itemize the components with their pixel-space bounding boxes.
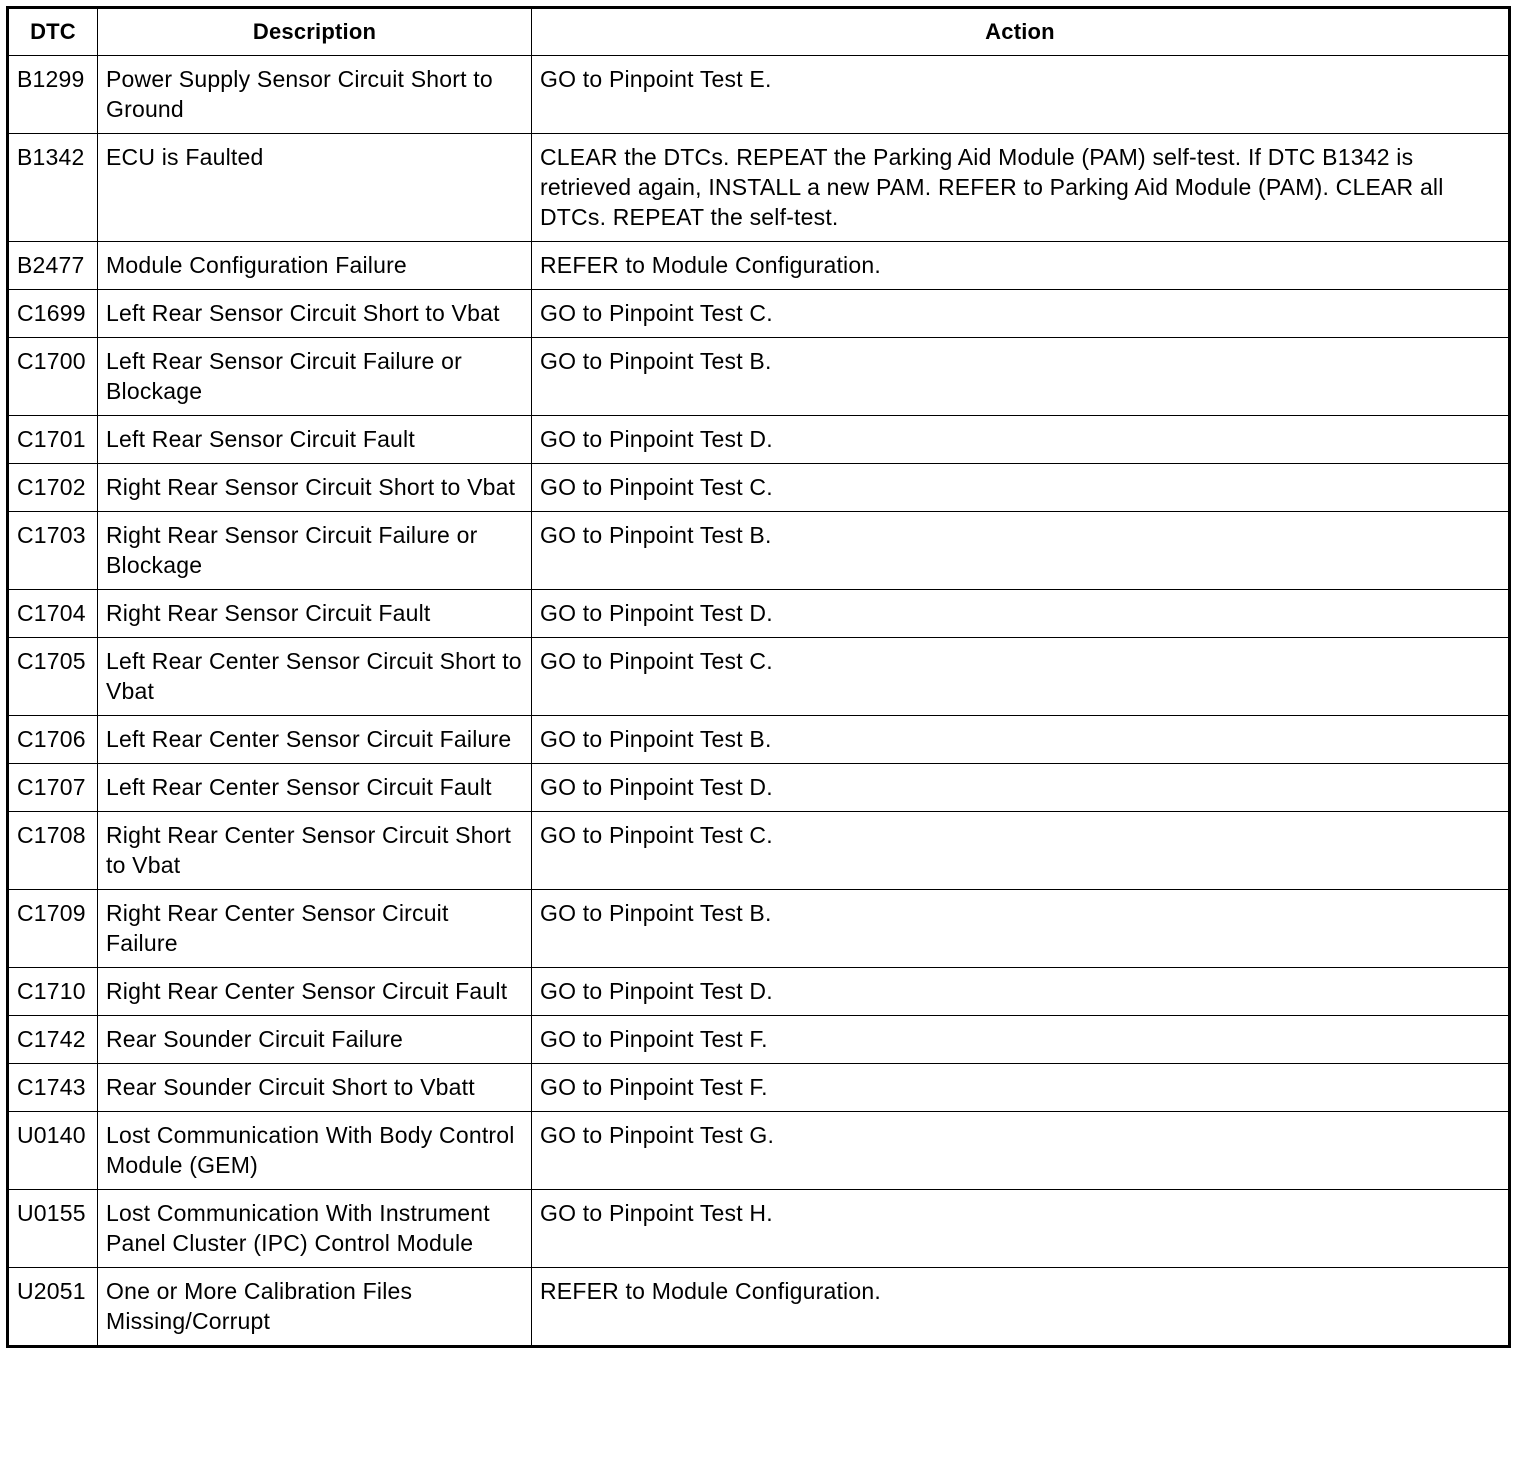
action-cell: GO to Pinpoint Test F. [532,1064,1510,1112]
action-cell: GO to Pinpoint Test G. [532,1112,1510,1190]
table-header [8,8,1510,56]
dtc-code-cell: C1743 [8,1064,98,1112]
dtc-code-cell: B2477 [8,242,98,290]
table-row [8,764,1510,812]
dtc-code-cell: C1705 [8,638,98,716]
dtc-code-cell: C1700 [8,338,98,416]
table-row [8,338,1510,416]
action-cell: GO to Pinpoint Test C. [532,812,1510,890]
table-row [8,242,1510,290]
table-body [8,56,1510,1347]
dtc-code-cell: C1709 [8,890,98,968]
table-row [8,716,1510,764]
table-row [8,638,1510,716]
table-row [8,134,1510,242]
dtc-code-cell: C1701 [8,416,98,464]
table-row [8,56,1510,134]
action-cell: GO to Pinpoint Test B. [532,716,1510,764]
dtc-table [6,6,1511,1348]
dtc-code-cell: B1342 [8,134,98,242]
description-cell: Left Rear Sensor Circuit Short to Vbat [98,290,532,338]
header-action: Action [532,8,1510,56]
dtc-code-cell: U2051 [8,1268,98,1347]
action-cell: GO to Pinpoint Test D. [532,764,1510,812]
table-row [8,590,1510,638]
description-cell: Lost Communication With Body Control Module (GEM) [98,1112,532,1190]
table-row [8,290,1510,338]
description-cell: Left Rear Center Sensor Circuit Fault [98,764,532,812]
dtc-code-cell: C1710 [8,968,98,1016]
action-cell: GO to Pinpoint Test C. [532,290,1510,338]
table-row [8,416,1510,464]
table-row [8,512,1510,590]
dtc-code-cell: C1742 [8,1016,98,1064]
header-row [8,8,1510,56]
description-cell: Power Supply Sensor Circuit Short to Ground [98,56,532,134]
action-cell: REFER to Module Configuration. [532,242,1510,290]
table-row [8,968,1510,1016]
action-cell: GO to Pinpoint Test D. [532,968,1510,1016]
action-cell: GO to Pinpoint Test C. [532,638,1510,716]
header-dtc: DTC [8,8,98,56]
description-cell: Lost Communication With Instrument Panel Cluster (IPC) Control Module [98,1190,532,1268]
action-cell: CLEAR the DTCs. REPEAT the Parking Aid Module (PAM) self-test. If DTC B1342 is retrieved again, INSTALL a new PAM. REFER to Parking Aid Module (PAM). CLEAR all DTCs. REPEAT the self-test. [532,134,1510,242]
table-row [8,890,1510,968]
description-cell: Right Rear Sensor Circuit Fault [98,590,532,638]
description-cell: Module Configuration Failure [98,242,532,290]
dtc-code-cell: B1299 [8,56,98,134]
action-cell: GO to Pinpoint Test D. [532,416,1510,464]
table-row [8,1016,1510,1064]
description-cell: Left Rear Center Sensor Circuit Short to Vbat [98,638,532,716]
action-cell: GO to Pinpoint Test C. [532,464,1510,512]
description-cell: Right Rear Center Sensor Circuit Failure [98,890,532,968]
description-cell: One or More Calibration Files Missing/Corrupt [98,1268,532,1347]
action-cell: GO to Pinpoint Test F. [532,1016,1510,1064]
dtc-code-cell: C1707 [8,764,98,812]
table-row [8,812,1510,890]
description-cell: Right Rear Sensor Circuit Failure or Blockage [98,512,532,590]
action-cell: GO to Pinpoint Test H. [532,1190,1510,1268]
description-cell: Right Rear Sensor Circuit Short to Vbat [98,464,532,512]
dtc-code-cell: C1702 [8,464,98,512]
table-row [8,1268,1510,1347]
description-cell: Right Rear Center Sensor Circuit Short to Vbat [98,812,532,890]
dtc-code-cell: C1706 [8,716,98,764]
description-cell: ECU is Faulted [98,134,532,242]
table-row [8,464,1510,512]
dtc-code-cell: U0155 [8,1190,98,1268]
action-cell: GO to Pinpoint Test D. [532,590,1510,638]
description-cell: Left Rear Sensor Circuit Failure or Blockage [98,338,532,416]
dtc-code-cell: C1703 [8,512,98,590]
description-cell: Rear Sounder Circuit Failure [98,1016,532,1064]
description-cell: Rear Sounder Circuit Short to Vbatt [98,1064,532,1112]
action-cell: GO to Pinpoint Test B. [532,512,1510,590]
description-cell: Right Rear Center Sensor Circuit Fault [98,968,532,1016]
dtc-code-cell: C1708 [8,812,98,890]
dtc-code-cell: U0140 [8,1112,98,1190]
header-description: Description [98,8,532,56]
description-cell: Left Rear Center Sensor Circuit Failure [98,716,532,764]
dtc-code-cell: C1699 [8,290,98,338]
table-row [8,1190,1510,1268]
action-cell: REFER to Module Configuration. [532,1268,1510,1347]
table-row [8,1112,1510,1190]
description-cell: Left Rear Sensor Circuit Fault [98,416,532,464]
dtc-code-cell: C1704 [8,590,98,638]
table-row [8,1064,1510,1112]
action-cell: GO to Pinpoint Test B. [532,338,1510,416]
action-cell: GO to Pinpoint Test B. [532,890,1510,968]
action-cell: GO to Pinpoint Test E. [532,56,1510,134]
